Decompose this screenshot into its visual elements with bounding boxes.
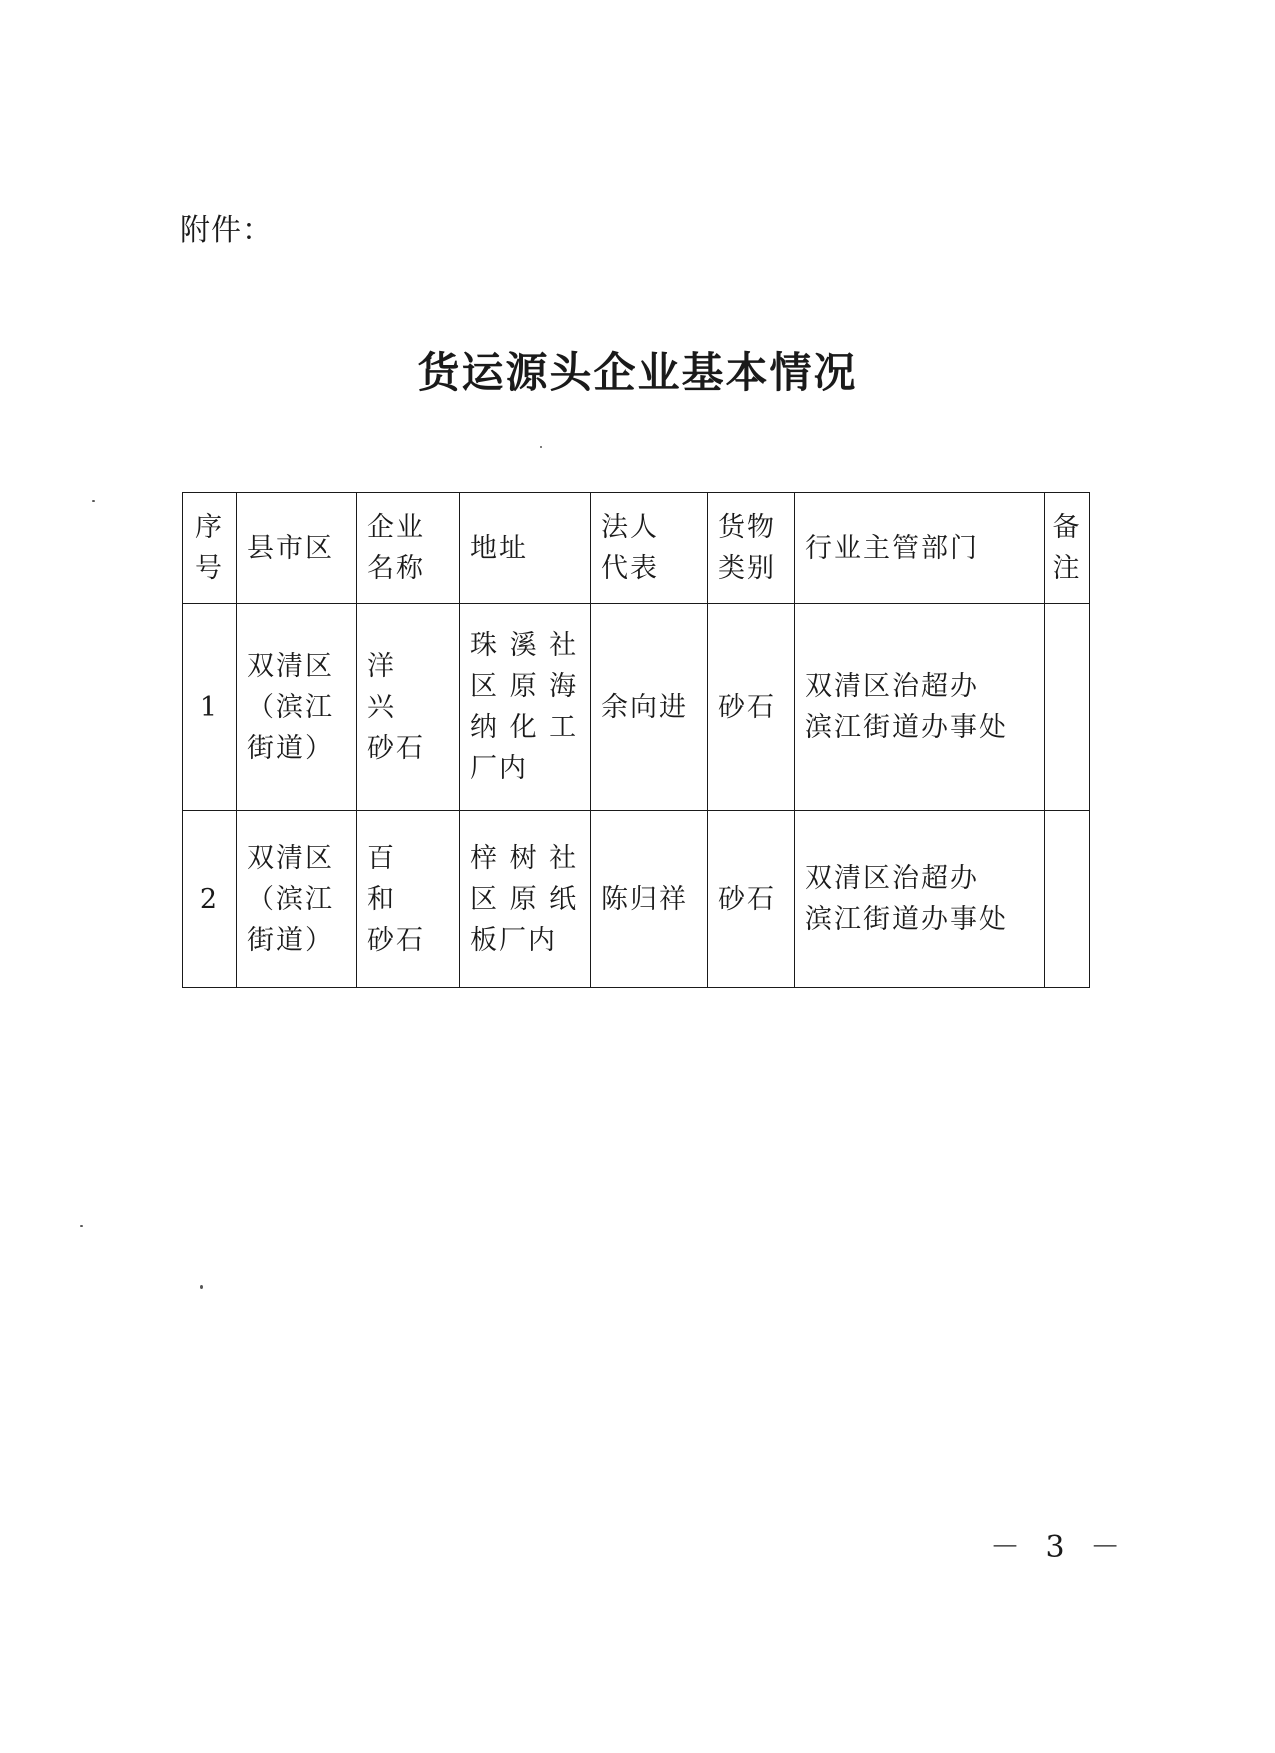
cell-address: 梓 树 社 区 原 纸 板厂内: [460, 811, 591, 988]
header-enterprise: 企业 名称: [357, 493, 460, 604]
attachment-label: 附件：: [180, 213, 273, 248]
table-row: [183, 811, 1090, 988]
header-address: 地址: [460, 493, 591, 604]
header-authority: 行业主管部门: [795, 493, 1045, 604]
cell-authority: 双清区治超办 滨江街道办事处: [795, 604, 1045, 811]
cell-authority: 双清区治超办 滨江街道办事处: [795, 811, 1045, 988]
cell-cargo: 砂石: [708, 604, 795, 811]
header-seq: 序 号: [183, 493, 237, 604]
cell-enterprise: 洋 兴 砂石: [357, 604, 460, 811]
cell-county: 双清区 （滨江 街道）: [237, 811, 357, 988]
table-header-row: [183, 493, 1090, 604]
scan-speck: [92, 500, 95, 502]
cell-legal-rep: 余向进: [591, 604, 708, 811]
enterprise-table-wrapper: [182, 492, 1089, 988]
header-legal-rep: 法人 代表: [591, 493, 708, 604]
document-title: 货运源头企业基本情况: [417, 348, 858, 397]
cell-seq: 2: [183, 811, 237, 988]
scan-speck: [540, 446, 542, 448]
cell-county: 双清区 （滨江 街道）: [237, 604, 357, 811]
cell-remarks: [1045, 604, 1090, 811]
header-county: 县市区: [237, 493, 357, 604]
header-cargo: 货物 类别: [708, 493, 795, 604]
cell-cargo: 砂石: [708, 811, 795, 988]
header-remarks: 备 注: [1045, 493, 1090, 604]
enterprise-table: [182, 492, 1090, 988]
cell-seq: 1: [183, 604, 237, 811]
scan-speck: [200, 1285, 203, 1289]
cell-legal-rep: 陈归祥: [591, 811, 708, 988]
cell-remarks: [1045, 811, 1090, 988]
page-number: － 3 －: [990, 1530, 1129, 1565]
cell-address: 珠 溪 社 区 原 海 纳 化 工 厂内: [460, 604, 591, 811]
cell-enterprise: 百 和 砂石: [357, 811, 460, 988]
table-row: [183, 604, 1090, 811]
scan-speck: [80, 1225, 83, 1227]
